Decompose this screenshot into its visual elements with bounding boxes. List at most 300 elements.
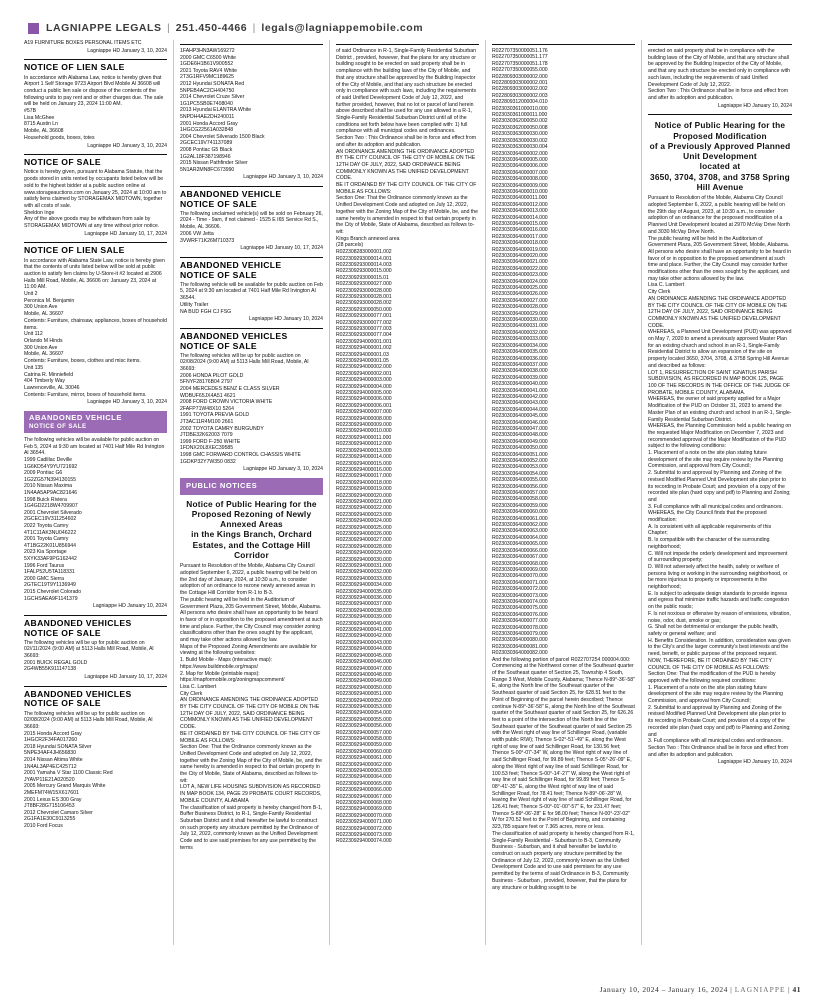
vehicle-entry: 1N4AA5AP9AC821646	[24, 490, 78, 497]
parcel-number: R022309293000077.004	[336, 332, 392, 339]
section-banner-title: ABANDONED VEHICLE	[29, 413, 122, 423]
parcel-number: R022309294000035.000	[336, 588, 392, 595]
parcel-number: R022309293000028.002	[336, 300, 392, 307]
parcel-number: R022309293000077.001	[336, 313, 392, 320]
parcel-number: R023030364000063.000	[492, 528, 548, 535]
parcel-number: R023030364000059.000	[492, 502, 548, 509]
parcel-number: R022309294000006.001	[336, 402, 392, 409]
parcel-number: R022309294000074.000	[336, 838, 392, 845]
vehicle-entry: 2004 MERCEDES BENZ E CLASS SILVER	[180, 385, 280, 392]
masthead-phone: 251.450-4466	[175, 22, 248, 34]
body-paragraph: The following vehicles will be up for public auction on 02/08/2024 (9:00 AM) at 5113 Halls Mill Road, Mobile, Al 36693:	[180, 352, 309, 373]
vehicle-entry: 2GCEC19V311254602	[24, 516, 77, 523]
footer-page-number: 41	[792, 985, 801, 994]
parcel-number: R023030364000076.000	[492, 611, 548, 618]
vehicle-entry: 2001 Honda Accord Gray	[180, 120, 238, 127]
body-paragraph: Kings Branch annexed area	[336, 235, 400, 242]
body-paragraph: Pursuant to Resolution of the Mobile, Alabama City Council adopted September 6, 2022, a public hearing will be held on the 29th day of August, 2023, at 10:30 a.m., to consider adoption of an ordinance for the proposed modification of a Planned Unit Development located at 2970 McVay Drive North and 3030 McVay Drive North.	[648, 195, 790, 235]
body-paragraph: Mobile, AL 36607	[24, 311, 64, 318]
vehicle-entry: 1G1PC5SB0E7408040	[180, 100, 233, 107]
parcel-number: R023030364000039.000	[492, 374, 548, 381]
parcel-number: R023030364000077.000	[492, 618, 548, 625]
body-paragraph: Lisa C. Lambert	[180, 683, 217, 690]
vehicle-entry: 1FAHP3HN3AW169272	[180, 48, 235, 54]
body-paragraph: 404 Timberly Way	[24, 378, 65, 385]
parcel-number: R022309294000010.000	[336, 428, 392, 435]
body-paragraph: Section Two : This Ordinance shall be in force and effect from and after its adoption and publication.	[648, 88, 789, 101]
vehicle-entry: 1991 TOYOTA PREVIA GOLD	[180, 412, 250, 419]
vehicle-entry: 2G1FA1E30C9113255	[24, 816, 76, 823]
body-paragraph: Unit 112	[24, 331, 43, 338]
parcel-number: R022309294000041.000	[336, 627, 392, 634]
body-paragraph: erected on said property shall be in compliance with the building laws of the City of Mobile, and that any structure shall be approved by the Building Inspector of the City of Mobile, and that any such structure be erected only in compliance with such laws, including the requirements of said Unified Development Code of July 12, 2022.	[648, 48, 791, 88]
body-paragraph: Notice is hereby given, pursuant to Alabama Statute, that the goods stored in units rented by occupants listed below will be sold to the highest bidder at a public auction online at www.storageauctions.com on January 25, 2024 at 10:00 am to satisfy liens claimed by STORAGEMAX MIDTOWN, together with all costs of sale.	[24, 169, 167, 209]
vehicle-entry: 5NPE34AF4JH656830	[24, 750, 77, 757]
parcel-number: R022309294000001.001	[336, 338, 392, 345]
publication-signature: Lagniappe HD January 3, 10, 2024	[243, 466, 323, 473]
vehicle-entry: 1N4AL3AP4EC425712	[24, 763, 77, 770]
notice-heading: ABANDONED VEHICLES NOTICE OF SALE	[180, 330, 288, 351]
parcel-number: R022309294000009.000	[336, 422, 392, 429]
notice-block	[24, 242, 167, 406]
body-paragraph: 8715 Austin Ln	[24, 121, 59, 128]
vehicle-entry: 5N1AR2MN8FC673990	[180, 166, 235, 173]
parcel-number: R023030364000023.000	[492, 272, 548, 279]
vehicle-entry: JYAVP11E21A020520	[24, 776, 75, 783]
body-paragraph: And the following portion of parcel R022707254 000004.000:	[492, 656, 631, 663]
section-banner	[24, 411, 167, 433]
body-paragraph: 3. Full compliance with all municipal codes and ordinances.	[648, 738, 783, 745]
body-paragraph: WHEREAS, the owner of said property applied for a Major Modification of the PUD on October 31, 2023 to amend the Master Plan of an existing church and school in an R-1, Single-Family Residential Suburban District.	[648, 396, 792, 423]
notice-heading: NOTICE OF SALE	[24, 157, 101, 168]
body-paragraph: AN ORDINANCE AMENDING THE ORDINANCE ADOPTED BY THE CITY COUNCIL OF THE CITY OF MOBILE ON THE 12TH DAY OF JULY, 2022, SAID ORDINANCE BEING COMMONLY KNOWN AS THE UNIFIED DEVELOPMENT CODE.	[336, 148, 476, 182]
body-paragraph: Commencing at the Northwest corner of the Southeast quarter of the Southeast quarter of Section 25, Township 4 South, Range 3 West, Mobile County, Alabama; Thence N-89°-36'-58" E, along the North line of the Southeast quarter of the Southeast quarter of said Section 25, for 628.51 feet to the Point of Beginning of the parcel herein described; Thence continue N-89°-36'-58" E, along the North line of the Southeast quarter of the Southeast quarter of said Section 25, for 626.26 feet to a point of the intersection of the North line of the Southeast quarter of the Southeast quarter of said Section 25 with the West right of way line of Schillinger Road, (variable width public R\W); Thence S-02°-51'-49" E, along the West right of way line of said Schillinger Road, for 130.56 feet; Thence S-00°-07'-34" W, along the West right of way line of said Schillinger Road, for 99.89 feet; Thence S-05°-26'-09" E, along the West right of way line of said Schillinger Road, for 100.53 feet; Thence S-00°-14'-27" W, along the West right of way line of said Schillinger Road, for 99.89 feet; Thence S-08°-41'-35" E, along the West right of way line of said Schillinger Road, for 78.41 feet; Thence N-89°-06'-28" W, leaving the West right of way line of said Schillinger Road, for 126.41 feet; Thence S-00°-01'-00"-57" E, for 231.47 feet; Thence S-89°-06'-28" E for 98.00 feet; Thence N-00°-23'-02" W for 270.52 feet to the Point of Beginning, and containing 323,785 square feet or 7.365 acres, more or less.	[492, 663, 635, 831]
parcel-number: R022309294000055.000	[336, 716, 392, 723]
parcel-number: R023030364000072.000	[492, 586, 548, 593]
body-paragraph: Section Two : This Ordinance shall be in force and effect from and after its adoption and publication.	[648, 744, 789, 758]
body-paragraph: Contents: Furniture, boxes, clothes and misc items.	[24, 358, 141, 365]
parcel-number: R023030363000030.002	[492, 137, 548, 144]
parcel-number: R022309294000022.000	[336, 505, 392, 512]
notice-block	[648, 114, 792, 766]
parcel-number: R022309294000038.000	[336, 607, 392, 614]
body-paragraph: BE IT ORDAINED BY THE CITY COUNCIL OF THE CITY OF MOBILE AS FOLLOWS:	[336, 182, 477, 195]
vehicle-entry: 1HGCG22561A032848	[180, 127, 234, 134]
body-paragraph: Sheldon Inge	[24, 209, 55, 216]
parcel-number: R022309294000065.000	[336, 780, 392, 787]
parcel-number: R023030364000045.000	[492, 413, 548, 420]
notice-heading: ABANDONED VEHICLES NOTICE OF SALE	[24, 688, 132, 709]
body-paragraph: The public hearing will be held in the Auditorium of Government Plaza, 205 Government Street, Mobile, Alabama. All persons who desire shall have an opportunity to be heard in favor of or in opposition to the proposed amendment at such time and place. Further, the City Council may consider further modifications other than the ones sought by the applicant, and may take other actions allowed by the law.	[648, 235, 792, 282]
vehicle-entry: 1FALP52U5TA118331	[24, 569, 75, 576]
body-paragraph: BE IT ORDAINED BY THE CITY COUNCIL OF THE CITY OF MOBILE AS FOLLOWS:	[180, 730, 321, 744]
vehicle-entry: 4T1C11AK3NU046222	[24, 529, 77, 536]
vehicle-entry: 2001 Yamaha V Star 1100 Classic Red	[24, 770, 113, 777]
parcel-number: R023030364000047.000	[492, 425, 548, 432]
parcel-number: R023030364000021.000	[492, 259, 548, 266]
footer-separator: |	[730, 985, 733, 994]
parcel-number: R022707350000051.178	[492, 60, 548, 67]
parcel-number: R023030364000016.000	[492, 227, 548, 234]
parcel-number: R022309294000023.000	[336, 511, 392, 518]
notice-block	[492, 44, 635, 891]
parcel-number: R023030364000015.000	[492, 220, 548, 227]
parcel-number: R023030364000081.000	[492, 643, 548, 650]
body-paragraph: 2. Submittal to and approval by Planning and Zoning of the revised Modified Planned Unit Development site plan prior to its recording in Probate Court; and provision of a copy of the recorded site plan (hard copy and pdf) to Planning and Zoning; and	[648, 704, 791, 738]
body-paragraph: AN ORDINANCE AMENDING THE ORDINANCE ADOPTED BY THE CITY COUNCIL OF THE CITY OF MOBILE ON THE 12TH DAY OF JULY, 2022, SAID ORDINANCE BEING COMMONLY KNOWN AS THE UNIFIED DEVELOPMENT CODE.	[648, 295, 788, 329]
notice-block	[24, 59, 167, 149]
publication-signature: Lagniappe HD January 3, 10, 2024	[87, 47, 167, 54]
body-paragraph: https://www.buildmobile.org/maps/	[180, 663, 259, 670]
body-paragraph: AN ORDINANCE AMENDING THE ORDINANCE ADOPTED BY THE CITY COUNCIL OF THE CITY OF MOBILE ON THE 12TH DAY OF JULY, 2022, SAID ORDINANCE BEING COMMONLY KNOWN AS THE UNIFIED DEVELOPMENT CODE.	[180, 697, 320, 731]
parcel-number: R022309294000030.000	[336, 556, 392, 563]
vehicle-entry: 2012 Hyundai SONATA Red	[180, 80, 245, 87]
vehicle-entry: 1HGCR2F34FA017260	[24, 737, 78, 744]
publication-signature: Lagniappe HD January 3, 10, 2024	[243, 174, 323, 181]
parcel-number: R022309294000043.000	[336, 639, 392, 646]
parcel-number: R023030364000019.000	[492, 246, 548, 253]
vehicle-entry: 2GTEC19T9Y1136949	[24, 582, 76, 589]
body-paragraph: LOT 1, RESURRECTION OF SAINT IGNATIUS PARISH SUBDIVISION, AS RECORDED IN MAP BOOK 125, PAGE 100 OF THE RECORDS IN THE OFFICE OF THE JUDGE OF PROBATE, MOBILE COUNTY, ALABAMA.	[648, 369, 790, 396]
parcel-number: R022809303000002.001	[492, 80, 548, 87]
parcel-number: R022309293000014.001	[336, 255, 392, 262]
vehicle-entry: 2006 HONDA PILOT GOLD	[180, 372, 244, 379]
body-paragraph: The following vehicles will be up for public auction on 02/08/2024 (9:00 AM) at 5113 Halls Mill Road, Mobile, Al 36693:	[24, 710, 153, 730]
notice-block	[180, 257, 323, 323]
parcel-number: R022309294000062.000	[336, 761, 392, 768]
parcel-number: R022309294000005.000	[336, 390, 392, 397]
notice-block	[180, 478, 323, 852]
body-paragraph: Household goods, boxes, totes	[24, 134, 95, 141]
vehicle-entry: 5NPDH4AE2DH240011	[180, 113, 235, 120]
parcel-number: R023030364000046.000	[492, 419, 548, 426]
parcel-number: R023030363000030.000	[492, 131, 548, 138]
body-paragraph: A. Is consistent with all applicable requirements of this Chapter;	[648, 523, 772, 537]
parcel-number: R022309294000073.000	[336, 832, 392, 839]
parcel-number: R022309294000001.03	[336, 351, 389, 358]
parcel-number: R022309293000077.002	[336, 319, 392, 326]
vehicle-entry: 1GDE6H1B61V900552	[180, 61, 234, 68]
parcel-number: R023030364000048.000	[492, 432, 548, 439]
parcel-number: R023030364000051.000	[492, 451, 548, 458]
body-paragraph: Pursuant to Resolution of the Mobile, Alabama City Council adopted September 6, 2022, a public hearing will be held on the 2nd day of January, 2024, at 10:30 a.m., to consider adoption of an ordinance to rezone newly annexed areas in the Cottage Hill Corridor from R-1 to B-3.	[180, 563, 317, 597]
body-paragraph: Section One: That the Ordinance commonly known as the Unified Development Code and adopted on July 12, 2022, together with the Zoning Map of the City of Mobile, be, and the same hereby is amended in respect to that certain property in the City of Mobile, State of Alabama, described as follows to-wit:	[180, 744, 323, 784]
body-paragraph: 1. Build Mobile - Maps (interactive map):	[180, 657, 272, 664]
parcel-number: R023030364000066.000	[492, 547, 548, 554]
body-paragraph: Section Two : This Ordinance shall be in force and effect from and after its adoption and publication.	[336, 135, 477, 148]
parcel-number: R022309294000002.000	[336, 364, 392, 371]
parcel-number: R023030364000082.000	[492, 650, 548, 657]
body-paragraph: Catrina R. Minniefield	[24, 371, 74, 378]
parcel-number: R023030364000062.000	[492, 522, 548, 529]
parcel-number: R023030364000040.000	[492, 381, 548, 388]
parcel-number: R022309294000018.000	[336, 479, 392, 486]
body-paragraph: Section One: That the Ordinance commonly known as the Unified Development Code and adopted on July 12, 2022, together with the Zoning Map of the City of Mobile, be, and the same hereby is amended in respect to that certain property in the City of Mobile, State of Alabama, described as follows to-wit:	[336, 195, 479, 235]
parcel-number: R023030364000013.000	[492, 208, 548, 215]
body-paragraph: The public hearing will be held in the Auditorium of Government Plaza, 205 Government Street, Mobile, Alabama. All persons who desire shall have an opportunity to be heard in favor of or in opposition to the proposed amendment at such time and place. Further, the City Council may consider zoning classifications other than the ones sought by the applicant, and may take other actions allowed by law.	[180, 596, 323, 644]
vehicle-list	[180, 373, 323, 465]
parcel-number: R022309294000033.000	[336, 575, 392, 582]
body-paragraph: https://mapformobile.org/zoningmapcomment/	[180, 677, 285, 684]
vehicle-entry: 1998 GMC FORWARD CONTROL CHASSIS WHITE	[180, 451, 301, 458]
body-paragraph: Lisa McGhee	[24, 114, 55, 121]
parcel-number: R022309294000049.000	[336, 678, 392, 685]
parcel-number: R022309294000045.000	[336, 652, 392, 659]
vehicle-entry: 1G2ZG57N394130155	[24, 476, 77, 483]
vehicle-entry: 2004 Chevrolet Silverado 1500 Black	[180, 133, 265, 140]
body-paragraph: The following vehicles will be available for public auction on Feb 5, 2024 at 9:30 am located at 7401 Half Mile Rd Irvington Al 36544.	[24, 437, 165, 457]
parcel-number: R022309293000028.001	[336, 293, 392, 300]
vehicle-list	[24, 457, 167, 602]
vehicle-entry: 2008 FORD CROWN VICTORIA WHITE	[180, 399, 273, 406]
col-4	[486, 40, 642, 945]
parcel-number: R022309294000057.000	[336, 729, 392, 736]
parcel-number: R023030364000017.000	[492, 233, 548, 240]
body-paragraph: Lisa C. Lambert	[648, 282, 685, 289]
vehicle-entry: 1G4GD2218W4709907	[24, 503, 78, 510]
vehicle-entry: 2GCEC19V741137089	[180, 140, 233, 147]
continuation-line: A19 FURNITURE BOXES PERSONAL ITEMS ETC	[24, 40, 142, 46]
parcel-number: R023030364000053.000	[492, 464, 548, 471]
parcel-number: R022309294000006.000	[336, 396, 392, 403]
vehicle-entry: 1GCHSAEA9F1141379	[24, 595, 78, 602]
parcel-number: R022309294000017.000	[336, 473, 392, 480]
publication-signature: Lagniappe HD January 10, 2024	[717, 102, 792, 109]
body-paragraph: #57B	[24, 108, 37, 115]
parcel-number: R022309293000014.003	[336, 261, 392, 268]
parcel-number: R023030364000037.000	[492, 361, 548, 368]
vehicle-entry: 2001 Chevrolet Silverado	[24, 509, 82, 516]
notice-block	[180, 328, 323, 473]
parcel-number: R022309294000001.05	[336, 358, 389, 364]
notice-block	[24, 615, 167, 681]
body-paragraph: 2. Map for Mobile (printable maps):	[180, 670, 260, 677]
parcel-number: R023030364000050.000	[492, 445, 548, 452]
parcel-number: R022309294000064.000	[336, 774, 392, 781]
parcel-number: R022309294000058.000	[336, 735, 392, 742]
notice-headline: Notice of Public Hearing for the Proposed Rezoning of Newly Annexed Areas in the Kings Branch, Orchard Estates, and the Cottage Hill Corridor	[186, 498, 317, 560]
parcel-number: R022309294000061.000	[336, 755, 392, 762]
masthead-separator-2: |	[252, 22, 256, 34]
parcel-number: R023030364000043.000	[492, 400, 548, 407]
parcel-number: R022309294000014.000	[336, 454, 392, 461]
vehicle-entry: 5NPEB4AC2CH404750	[180, 87, 235, 94]
parcel-number: R022309294000054.000	[336, 710, 392, 717]
body-paragraph: LOT A, NEW LIFE HOUSING SUBDIVISION AS RECORDED IN MAP BOOK 134, PAGE 29 PROBATE COURT RECORDS, MOBILE COUNTY, ALABAMA	[180, 784, 322, 804]
parcel-number: R023030364000027.000	[492, 297, 548, 304]
parcel-number: R023030364000018.000	[492, 240, 548, 247]
body-paragraph: WHEREAS, the City Council finds that the proposed modification:	[648, 510, 767, 524]
body-paragraph: Maps of the Proposed Zoning Amendments are available for viewing at the following websites:	[180, 643, 317, 657]
parcel-number: R022309294000072.000	[336, 825, 392, 832]
vehicle-entry: 2T3G1RFV9MC189625	[180, 74, 235, 81]
notice-headline-address: 3650, 3704, 3708, and 3758 Spring Hill Avenue	[650, 171, 790, 193]
masthead-text	[46, 22, 423, 34]
parcel-number: R022309294000007.000	[336, 409, 392, 416]
notice-block	[24, 411, 167, 610]
parcel-number: R022309294000042.000	[336, 633, 392, 640]
parcel-number: R023030364000054.000	[492, 470, 548, 477]
parcel-number: R022309293000028.000	[336, 287, 392, 294]
parcel-number: R023030364000073.000	[492, 592, 548, 599]
body-paragraph: 300 Union Ave	[24, 304, 58, 311]
parcel-number: R023030364000067.000	[492, 554, 548, 561]
parcel-number: R022309293000015.01	[336, 274, 389, 281]
parcel-number: R022309294000063.000	[336, 768, 392, 774]
vehicle-entry: 2000 GMC Sierra	[24, 575, 64, 582]
parcel-number: R023030364000028.000	[492, 304, 548, 311]
parcel-number: R023030364000074.000	[492, 598, 548, 605]
vehicle-entry: JT8BF28G715106453	[24, 803, 75, 810]
vehicle-entry: WDBUF65JX4A51 4621	[180, 392, 236, 399]
parcel-number: R022309294000004.000	[336, 383, 392, 390]
notice-heading: ABANDONED VEHICLE NOTICE OF SALE	[180, 188, 282, 209]
parcel-number: R022309294000053.000	[336, 703, 392, 710]
parcel-number: R022309294000050.000	[336, 684, 392, 691]
vehicle-entry: 2014 Nissan Altima White	[24, 757, 83, 764]
body-paragraph: 1. Placement of a note on the site plan stating future development of the site may require review by the Planning Commission, and approval from City Council;	[648, 450, 783, 470]
vehicle-entry: 1G6KD54Y9YU721692	[24, 463, 78, 470]
body-paragraph: of said Ordinance in R-1, Single-Family Residential Suburban District , provided, however, that the plans for any structure or building sought to be erected on said property shall be in compliance with the building laws of the City of Mobile, and that any structure shall be approved by the Building Inspector of the City of Mobile, and that any such structure be erected only in compliance with such laws, including the requirements of said Unified Development Code of July 12, 2022, and further provided, however, that no lot or parcel of land herein above described shall be used for any use allowed in a R-1, Single-Family Residential Suburban District until all of the conditions set forth below have been complied with: 1) full compliance with all municipal codes and ordinances.	[336, 48, 477, 135]
vehicle-entry: 1999 FORD F-250 WHITE	[180, 438, 241, 445]
parcel-number: R023030364000044.000	[492, 406, 548, 413]
parcel-number: R022309294000040.000	[336, 620, 392, 627]
parcel-number: R023030364000012.000	[492, 201, 548, 208]
parcel-number: R022308283000001.002	[336, 249, 392, 256]
parcel-number: R023030364000069.000	[492, 566, 548, 573]
masthead-title: LAGNIAPPE LEGALS	[46, 22, 162, 34]
parcel-number: R023030361000011.000	[492, 112, 548, 119]
body-paragraph: In accordance with Alabama Law, notice is hereby given that Airport 1 Self Storage 9723 Airport Blvd Mobile Al 36608 will conduct a public lien sale or dispose of the contents of the following units to pay rent and or other charges due. The sale will be held on January 23, 2024 11:00 AM.	[24, 74, 164, 108]
parcel-number: R023030364000041.000	[492, 387, 548, 394]
parcel-number: R023030364000070.000	[492, 573, 548, 580]
footer-separator-2: |	[788, 985, 791, 994]
parcel-number: R023030364000071.000	[492, 579, 548, 586]
parcel-number: R022309294000008.000	[336, 415, 392, 422]
body-paragraph: E. Is subject to adequate design standards to provide ingress and egress that minimize traffic hazards and traffic congestion on the public roads;	[648, 590, 789, 611]
parcel-number: R022309294000047.000	[336, 665, 392, 672]
masthead-separator-1: |	[167, 22, 171, 34]
parcel-number: R022809312000004.010	[492, 99, 548, 106]
body-paragraph: In accordance with Alabama State Law, notice is hereby given that the contents of units listed below will be sold at public auction to satisfy lien claims by U-Store-it #2 located at 2906 Halls Mill Road, Mobile, AL 36606 on: January 23, 2024 at 11:00 AM.	[24, 257, 165, 291]
body-paragraph: 2. Submittal to and approval by Planning and Zoning of the revised Modified Planned Unit Development site plan prior to its recording in Probate Court; and provision of a copy of the recorded site plan (hard copy and pdf) to Planning and Zoning; and	[648, 470, 791, 503]
parcel-number: R023030364000014.000	[492, 214, 548, 221]
section-banner	[180, 478, 323, 495]
body-paragraph: 2G4WB55K911147138	[24, 666, 77, 673]
parcel-number: R023030364000002.000	[492, 150, 548, 157]
body-paragraph: Orlando M Hinds	[24, 337, 63, 344]
notice-block	[24, 40, 167, 54]
body-paragraph: WHEREAS, the Planning Commission held a public hearing on the requested Major Modification on December 7, 2023 and recommended approval of the Major Modification of the PUD subject to the following conditions:	[648, 423, 792, 450]
vehicle-entry: JT3AC11R4M100 2661	[180, 418, 234, 425]
parcel-number: R023030364000068.000	[492, 560, 548, 567]
parcel-number: R023030364000064.000	[492, 534, 548, 541]
vehicle-entry: 5XYK33AF9PG162442	[24, 556, 77, 563]
vehicle-entry: 2001 Lexus ES 300 Gray	[24, 796, 82, 803]
parcel-number: R022309294000066.000	[336, 787, 392, 794]
vehicle-list	[180, 48, 323, 173]
body-paragraph: G. Shall not be detrimental or endanger the public health, safety or general welfare; and	[648, 624, 779, 637]
body-paragraph: Unit 2	[24, 291, 38, 298]
vehicle-entry: 1996 Ford Taurus	[24, 562, 65, 569]
body-paragraph: Section One: That the modification of the PUD is hereby approved with the following required conditions:	[648, 671, 776, 684]
parcel-number: R023030362000050.002	[492, 118, 548, 125]
parcel-number: R023030362000050.008	[492, 124, 548, 131]
parcel-number: R022707350000051.176	[492, 48, 548, 54]
footer-brand: LAGNIAPPE	[734, 985, 786, 994]
parcel-number: R023030364000055.000	[492, 477, 548, 484]
notice-block	[180, 44, 323, 181]
body-paragraph: NA BUD FGH CJ FSG	[180, 308, 232, 315]
vehicle-entry: 2015 Nissan Pathfinder Silver	[180, 160, 248, 167]
body-paragraph: The classification of said property is hereby changed from R-1, Single-Family Residential - Suburban to B-3, Community Business - Suburban, and it shall hereafter be lawful to construct on such property any structure permitted by the Ordinance of July 12, 2022, commonly known as the Unified Development Code and to use said premises for any use permitted by the terms of said Ordinance in B-3, Community Business - Suburban , provided, however, that the plans for any structure or building sought to be	[492, 830, 635, 891]
vehicle-entry: 2010 Ford Focus	[24, 823, 63, 830]
vehicle-entry: 2010 Nissan Maxima	[24, 483, 73, 490]
parcel-number: R022309294000034.000	[336, 582, 392, 589]
parcel-number: R022309294000019.000	[336, 486, 392, 493]
parcel-number: R023030364000080.000	[492, 637, 548, 644]
parcel-number: R023030364000052.000	[492, 458, 548, 464]
parcel-number: R023030364000058.000	[492, 496, 548, 503]
parcel-number: R023030364000060.000	[492, 509, 548, 516]
notice-block	[24, 154, 167, 237]
parcel-number: R022309293000050.000	[336, 306, 392, 313]
body-paragraph: F. Is not noxious or offensive by reason of emissions, vibration, noise, odor, dust, smoke or gas;	[648, 610, 791, 624]
footer-date-range: January 10, 2024 – January 16, 2024	[599, 985, 728, 994]
parcel-number: R022309294000025.000	[336, 524, 392, 531]
parcel-number: R022309294000003.000	[336, 377, 392, 384]
vehicle-entry: 1GDKP32Y7W350 0832	[180, 458, 236, 465]
vehicle-entry: 2013 Hyundai ELANTRA White	[180, 107, 252, 114]
parcel-number: R022309294000070.000	[336, 812, 392, 819]
parcel-number: R022809303000002.002	[492, 86, 548, 93]
body-paragraph: H. Benefits Consideration. In addition, consideration was given to the City's and the larger community's best interests and the need, benefit, or public purpose of the proposed request.	[648, 637, 791, 658]
body-paragraph: The following unclaimed vehicle(s) will be sold on February 26, 2024 - Time - 9am, if not claimed - 1525 E I65 Service Rd S., Mobile, AL 36606.	[180, 210, 323, 231]
vehicle-entry: 2014 Chevrolet Cruze Silver	[180, 94, 245, 101]
body-paragraph: WHEREAS, a Planned Unit Development (PUD) was approved on May 7, 2020 to amend a previously approved Master Plan for an existing church and school in an R-1, Single-Family Residential District to allow an expansion of the site on property located 3650, 3704, 3708, & 3758 Spring Hill Avenue and described as follows:	[648, 329, 792, 369]
parcel-number: R023030364000035.000	[492, 349, 548, 356]
parcel-number: R022809303000002.000	[492, 73, 548, 80]
parcel-number: R023030361000010.000	[492, 105, 548, 112]
notice-heading: ABANDONED VEHICLES NOTICE OF SALE	[24, 617, 132, 638]
publication-signature: Lagniappe HD January 3, 10, 2024	[87, 142, 167, 149]
parcel-number: R023030364000065.000	[492, 541, 548, 548]
vehicle-entry: 5FNYF28176B04 2797	[180, 379, 233, 386]
body-paragraph: B. Is compatible with the character of the surrounding neighborhood;	[648, 537, 770, 550]
parcel-number: R022309293000027.000	[336, 281, 392, 288]
vehicle-entry: 2015 Honda Accord Gray	[24, 730, 82, 737]
masthead	[18, 22, 801, 34]
vehicle-entry: 2008 Pontiac G5 Black	[180, 146, 233, 153]
parcel-number: R022309294000051.000	[336, 691, 392, 698]
parcel-number: R022309294000027.000	[336, 537, 392, 544]
vehicle-entry: 2MEFM74W15X617601	[24, 790, 79, 797]
notice-heading: NOTICE OF LIEN SALE	[24, 245, 125, 256]
vehicle-entry: 2001 Toyota Camry	[24, 536, 69, 543]
parcel-number: R023030364000032.000	[492, 329, 548, 336]
parcel-number: R022707350000051.177	[492, 54, 548, 61]
lagniappe-logo-icon	[28, 23, 39, 34]
body-paragraph: The following vehicles will be up for public auction on 02//11/2024 (9:00 AM) at 5113 Halls Mill Road, Mobile, Al 36693:	[24, 639, 154, 660]
vehicle-entry: 2012 Chevrolet Camaro Silver	[24, 809, 93, 816]
parcel-number: R022309294000071.000	[336, 819, 392, 826]
parcel-number: R022309294000020.000	[336, 492, 392, 499]
parcel-number: R023030364000078.000	[492, 624, 548, 631]
parcel-number: R022309294000021.000	[336, 498, 392, 505]
body-paragraph: Mobile, AL 36607	[24, 351, 64, 358]
vehicle-entry: 2015 Chevrolet Colorado	[24, 588, 82, 595]
vehicle-entry: 1998 Buick Riviera	[24, 496, 67, 503]
